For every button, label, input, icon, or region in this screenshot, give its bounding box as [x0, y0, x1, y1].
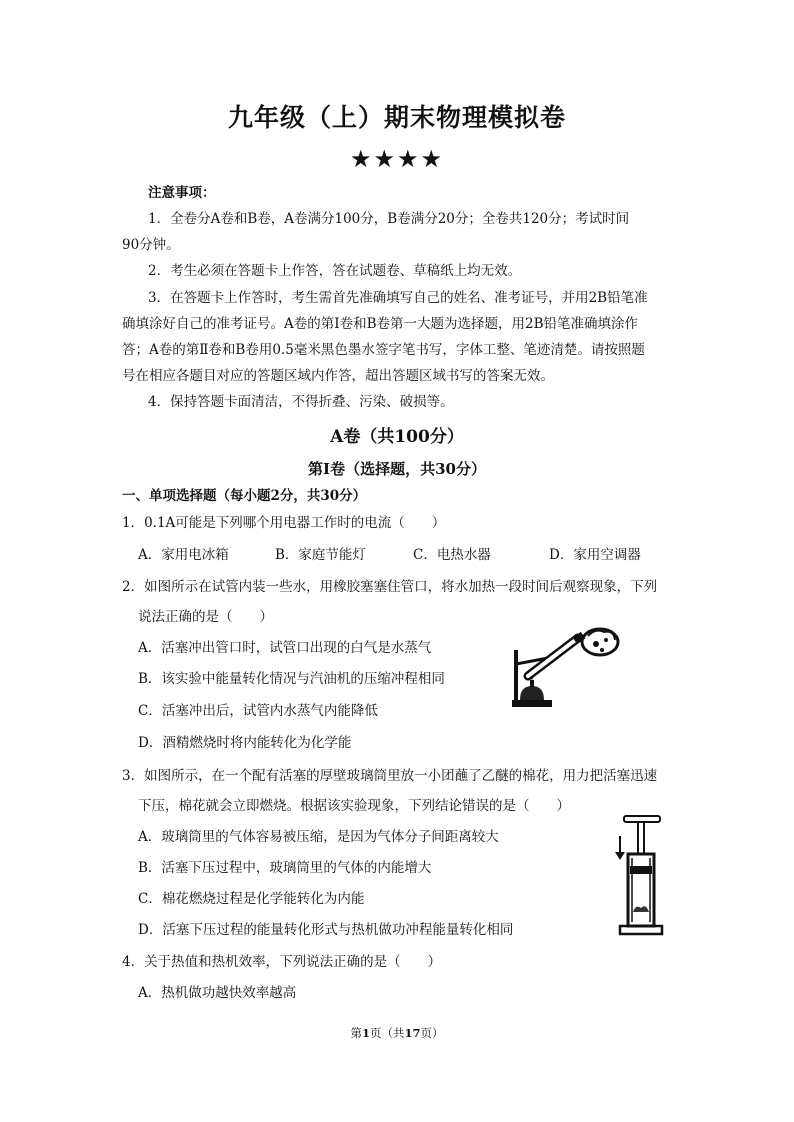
question-2-stem: 2．如图所示在试管内装一些水，用橡胶塞塞住管口，将水加热一段时间后观察现象，下列	[122, 579, 658, 595]
notice-line: 4．保持答题卡面清洁，不得折叠、污染、破损等。	[148, 394, 454, 410]
question-4-stem: 4．关于热值和热机效率，下列说法正确的是（ ）	[122, 954, 442, 970]
footer-prefix: 第	[350, 1026, 362, 1040]
question-1-stem: 1．0.1A可能是下列哪个用电器工作时的电流（ ）	[122, 515, 446, 531]
part-1-title: 第Ⅰ卷（选择题，共30分）	[308, 460, 486, 478]
footer-mid: 页（共	[370, 1026, 405, 1040]
q1-option-b: B．家庭节能灯	[275, 547, 366, 563]
q3-option-b: B．活塞下压过程中，玻璃筒里的气体的内能增大	[138, 860, 432, 876]
question-3-stem-cont: 下压，棉花就会立即燃烧。根据该实验现象，下列结论错误的是（ ）	[138, 798, 570, 814]
q3-option-c: C．棉花燃烧过程是化学能转化为内能	[138, 891, 365, 907]
glass-cylinder-piston-figure	[608, 810, 668, 940]
notice-line: 3．在答题卡上作答时，考生需首先准确填写自己的姓名、准考证号，并用2B铅笔准	[148, 290, 648, 306]
test-tube-heating-figure	[500, 620, 625, 715]
question-2-stem-cont: 说法正确的是（ ）	[138, 609, 273, 625]
q2-option-a: A．活塞冲出管口时，试管口出现的白气是水蒸气	[138, 640, 432, 656]
q2-option-b: B．该实验中能量转化情况与汽油机的压缩冲程相同	[138, 671, 445, 687]
notice-line: 2．考生必须在答题卡上作答，答在试题卷、草稿纸上均无效。	[148, 263, 522, 279]
footer-suffix: 页）	[420, 1026, 444, 1040]
section-a-title: A卷（共100分）	[330, 427, 464, 447]
notice-line: 确填涂好自己的准考证号。A卷的第Ⅰ卷和B卷第一大题为选择题，用2B铅笔准确填涂作	[122, 316, 639, 332]
stand-rod	[514, 650, 518, 702]
page-title: 九年级（上）期末物理模拟卷	[227, 103, 566, 132]
question-3-stem: 3．如图所示，在一个配有活塞的厚壁玻璃筒里放一小团蘸了乙醚的棉花，用力把活塞迅速	[122, 768, 658, 784]
notice-line: 答；A卷的第Ⅱ卷和B卷用0.5毫米黑色墨水签字笔书写，字体工整、笔迹清楚。请按照题	[122, 342, 645, 358]
notice-line: 1．全卷分A卷和B卷，A卷满分100分，B卷满分20分；全卷共120分；考试时间	[148, 211, 630, 227]
cotton	[633, 906, 649, 912]
piston	[630, 866, 652, 874]
q2-option-c: C．活塞冲出后，试管内水蒸气内能降低	[138, 703, 378, 719]
difficulty-stars: ★★★★	[349, 145, 445, 173]
notice-heading: 注意事项：	[148, 185, 216, 201]
q4-option-a: A．热机做功越快效率越高	[138, 985, 297, 1001]
question-type-heading: 一、单项选择题（每小题2分，共30分）	[122, 488, 367, 504]
q3-option-d: D．活塞下压过程的能量转化形式与热机做功冲程能量转化相同	[138, 922, 514, 938]
q1-option-a: A．家用电冰箱	[138, 547, 229, 563]
alcohol-burner	[520, 686, 544, 700]
q1-option-d: D．家用空调器	[549, 547, 641, 563]
footer-page-number: 1	[361, 1026, 370, 1040]
footer-total-pages: 17	[404, 1026, 421, 1040]
notice-line: 号在相应各题目对应的答题区域内作答，超出答题区域书写的答案无效。	[122, 368, 554, 384]
q2-option-d: D．酒精燃烧时将内能转化为化学能	[138, 735, 352, 751]
notice-line: 90分钟。	[122, 237, 180, 253]
q1-option-c: C．电热水器	[413, 547, 491, 563]
page-footer	[0, 1025, 794, 1041]
q3-option-a: A．玻璃筒里的气体容易被压缩，是因为气体分子间距离较大	[138, 829, 499, 845]
